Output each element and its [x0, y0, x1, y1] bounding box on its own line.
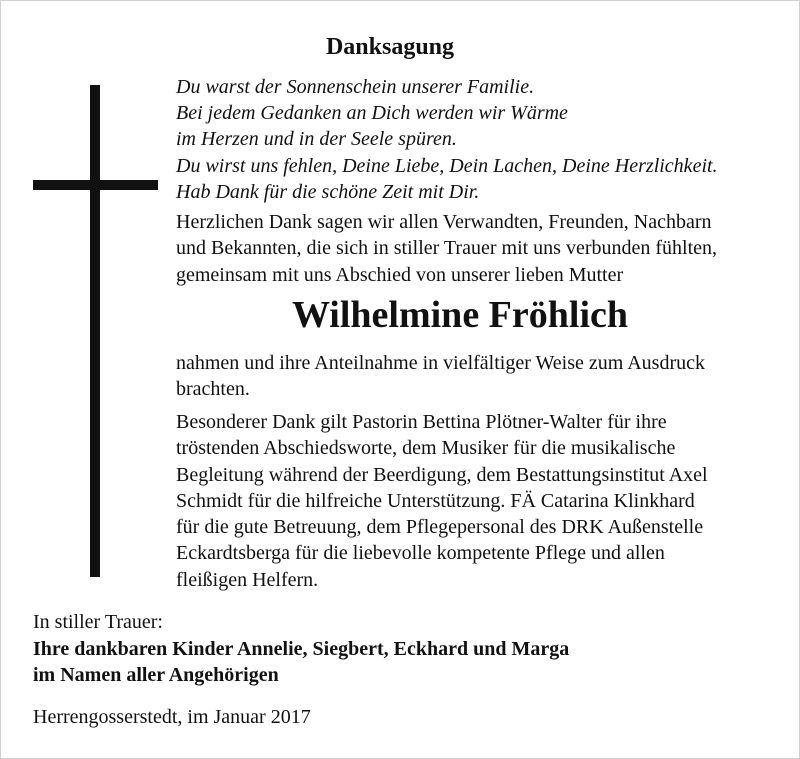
paragraph-line: für die gute Betreuung, dem Pflegepersonal des DRK Außenstelle	[176, 516, 704, 539]
closing-block	[33, 609, 783, 689]
poem-line: Hab Dank für die schöne Zeit mit Dir.	[176, 180, 480, 203]
paragraph-line: Schmidt für die hilfreiche Unterstützung. FÄ Catarina Klinkhard	[176, 489, 695, 512]
deceased-name: Wilhelmine Fröhlich	[291, 294, 629, 336]
closing-relatives: im Namen aller Angehörigen	[33, 664, 279, 686]
thanks-paragraph	[176, 209, 791, 288]
poem-line: Du wirst uns fehlen, Deine Liebe, Dein Lachen, Deine Herzlichkeit.	[176, 154, 718, 177]
paragraph-line: Eckardtsberga für die liebevolle kompetente Pflege und allen	[176, 542, 665, 565]
closing-intro: In stiller Trauer:	[33, 611, 163, 633]
poem-line: Bei jedem Gedanken an Dich werden wir Wärme	[176, 102, 568, 125]
paragraph-line: Herzlichen Dank sagen wir allen Verwandten, Freunden, Nachbarn	[176, 211, 712, 233]
poem	[176, 74, 776, 205]
poem-line: Du warst der Sonnenschein unserer Familie.	[176, 76, 535, 98]
paragraph-line: fleißigen Helfern.	[176, 568, 319, 591]
paragraph-line: und Bekannten, die sich in stiller Trauer mit uns verbunden fühlten,	[176, 237, 718, 260]
cross-icon-horizontal-bar	[33, 180, 158, 190]
place-date: Herrengosserstedt, im Januar 2017	[33, 706, 311, 728]
paragraph-line: Begleitung während der Beerdigung, dem Bestattungsinstitut Axel	[176, 463, 708, 486]
cross-icon-vertical-bar	[90, 85, 100, 577]
special-thanks-paragraph	[176, 409, 791, 593]
closing-family: Ihre dankbaren Kinder Annelie, Siegbert, Eckhard und Marga	[33, 637, 570, 660]
paragraph-line: Besonderer Dank gilt Pastorin Bettina Plötner-Walter für ihre	[176, 411, 667, 433]
paragraph-line: tröstenden Abschiedsworte, dem Musiker für die musikalische	[176, 437, 676, 460]
paragraph-line: nahmen und ihre Anteilnahme in vielfältiger Weise zum Ausdruck	[176, 352, 705, 374]
sympathy-paragraph	[176, 350, 791, 403]
notice-heading: Danksagung	[325, 34, 455, 60]
poem-line: im Herzen und in der Seele spüren.	[176, 128, 457, 151]
paragraph-line: gemeinsam mit uns Abschied von unserer lieben Mutter	[176, 263, 624, 286]
paragraph-line: brachten.	[176, 378, 250, 401]
